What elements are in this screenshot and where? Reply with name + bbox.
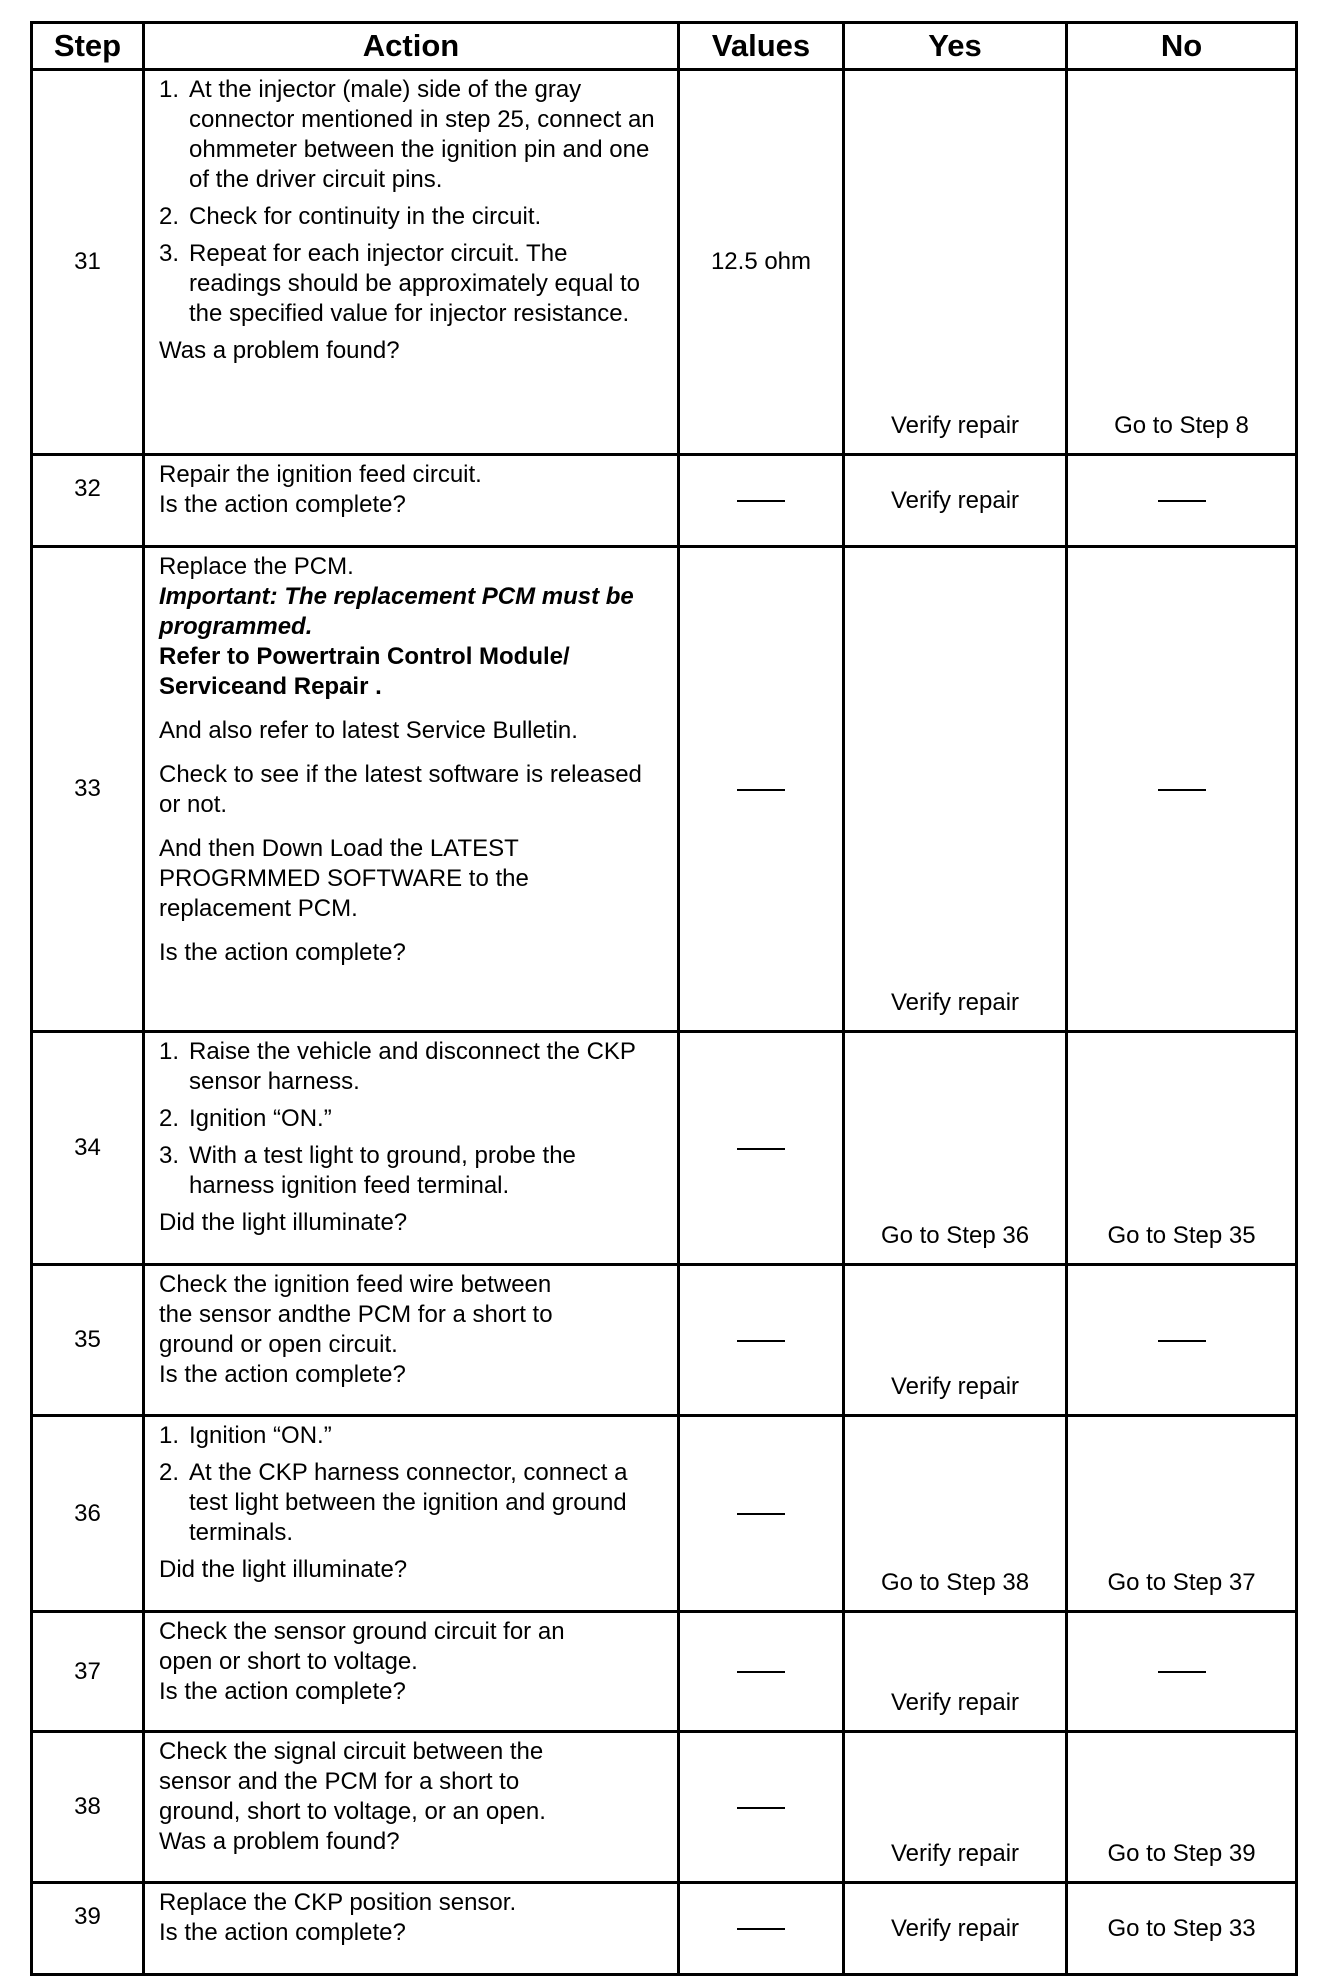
table-row-step-37 — [32, 1612, 1297, 1732]
action-line: ground or open circuit. — [159, 1331, 398, 1358]
dash-mark — [737, 1340, 785, 1342]
action-line: Is the action complete? — [159, 491, 406, 518]
yes-cell: Verify repair — [844, 1265, 1067, 1416]
dash-mark — [1158, 500, 1206, 502]
action-line: And then Down Load the LATEST PROGRMMED SOFTWARE to the replacement PCM. — [159, 835, 529, 922]
action-line: ground, short to voltage, or an open. — [159, 1798, 546, 1825]
dash-mark — [1158, 789, 1206, 791]
action-item: 3. Repeat for each injector circuit. The readings should be approximately equal to the specified value for injector resistance. — [159, 240, 640, 327]
header-step: Step — [32, 23, 144, 70]
action-line: Check the sensor ground circuit for an — [159, 1618, 565, 1645]
no-cell: Go to Step 39 — [1067, 1732, 1297, 1883]
action-line: the sensor andthe PCM for a short to — [159, 1301, 553, 1328]
no-cell — [1067, 455, 1297, 547]
table-row-step-35 — [32, 1265, 1297, 1416]
action-question: Did the light illuminate? — [159, 1209, 408, 1236]
yes-cell: Go to Step 36 — [844, 1032, 1067, 1265]
table-row-step-38 — [32, 1732, 1297, 1883]
action-cell — [144, 547, 679, 1032]
value-cell — [679, 1265, 844, 1416]
action-item: 1. Raise the vehicle and disconnect the CKP sensor harness. — [159, 1038, 636, 1095]
dash-mark — [737, 1148, 785, 1150]
yes-cell: Go to Step 38 — [844, 1416, 1067, 1612]
table-row-step-31 — [32, 70, 1297, 455]
important-note: Important: The replacement PCM must be programmed. — [159, 583, 634, 640]
action-line: Repair the ignition feed circuit. — [159, 461, 482, 488]
action-cell — [144, 1032, 679, 1265]
value-cell: 12.5 ohm — [679, 70, 844, 455]
header-values: Values — [679, 23, 844, 70]
no-cell: Go to Step 37 — [1067, 1416, 1297, 1612]
action-line: Check the signal circuit between the — [159, 1738, 544, 1765]
yes-cell: Verify repair — [844, 1883, 1067, 1975]
action-item: 2. Check for continuity in the circuit. — [159, 203, 542, 230]
no-cell: Go to Step 33 — [1067, 1883, 1297, 1975]
no-cell — [1067, 1612, 1297, 1732]
action-cell — [144, 455, 679, 547]
dash-mark — [737, 1513, 785, 1515]
step-number: 31 — [32, 70, 144, 455]
value-cell — [679, 1416, 844, 1612]
header-no: No — [1067, 23, 1297, 70]
action-line: open or short to voltage. — [159, 1648, 418, 1675]
step-number: 34 — [32, 1032, 144, 1265]
dash-mark — [1158, 1340, 1206, 1342]
action-question: Did the light illuminate? — [159, 1556, 408, 1583]
table-row-step-39 — [32, 1883, 1297, 1975]
action-line: Is the action complete? — [159, 1678, 406, 1705]
action-cell — [144, 1883, 679, 1975]
action-question: Is the action complete? — [159, 939, 406, 966]
dash-mark — [737, 1928, 785, 1930]
dash-mark — [737, 789, 785, 791]
action-cell — [144, 1612, 679, 1732]
action-line: Is the action complete? — [159, 1919, 406, 1946]
value-cell — [679, 455, 844, 547]
yes-cell: Verify repair — [844, 547, 1067, 1032]
value-cell — [679, 1612, 844, 1732]
action-item: 2. Ignition “ON.” — [159, 1105, 332, 1132]
no-cell — [1067, 547, 1297, 1032]
action-line: Replace the PCM. — [159, 553, 354, 580]
action-item: 1. Ignition “ON.” — [159, 1422, 332, 1449]
table-row-step-33 — [32, 547, 1297, 1032]
value-cell — [679, 1032, 844, 1265]
dash-mark — [737, 1671, 785, 1673]
action-line: sensor and the PCM for a short to — [159, 1768, 520, 1795]
action-cell — [144, 70, 679, 455]
value-cell — [679, 547, 844, 1032]
step-number: 33 — [32, 547, 144, 1032]
table-row-step-34 — [32, 1032, 1297, 1265]
table-row-step-32 — [32, 455, 1297, 547]
action-cell — [144, 1265, 679, 1416]
action-line: Check to see if the latest software is released or not. — [159, 761, 642, 818]
action-line: And also refer to latest Service Bulletin. — [159, 717, 578, 744]
action-question: Was a problem found? — [159, 337, 400, 364]
action-item: 1. At the injector (male) side of the gray connector mentioned in step 25, connect an ohmmeter between the ignition pin and one of the driver circuit pins. — [159, 76, 655, 193]
step-number: 39 — [32, 1883, 144, 1975]
header-action: Action — [144, 23, 679, 70]
step-number: 36 — [32, 1416, 144, 1612]
header-yes: Yes — [844, 23, 1067, 70]
dash-mark — [737, 1807, 785, 1809]
value-cell — [679, 1732, 844, 1883]
dash-mark — [737, 500, 785, 502]
action-cell — [144, 1416, 679, 1612]
action-item: 2. At the CKP harness connector, connect a test light between the ignition and ground terminals. — [159, 1459, 628, 1546]
yes-cell: Verify repair — [844, 1612, 1067, 1732]
yes-cell: Verify repair — [844, 1732, 1067, 1883]
step-number: 35 — [32, 1265, 144, 1416]
step-number: 38 — [32, 1732, 144, 1883]
action-cell — [144, 1732, 679, 1883]
yes-cell: Verify repair — [844, 70, 1067, 455]
action-line: Is the action complete? — [159, 1361, 406, 1388]
yes-cell: Verify repair — [844, 455, 1067, 547]
action-item: 3. With a test light to ground, probe the harness ignition feed terminal. — [159, 1142, 576, 1199]
action-line: Was a problem found? — [159, 1828, 400, 1855]
no-cell — [1067, 1265, 1297, 1416]
step-number: 37 — [32, 1612, 144, 1732]
diagnostic-table — [30, 21, 1298, 1976]
table-row-step-36 — [32, 1416, 1297, 1612]
no-cell: Go to Step 8 — [1067, 70, 1297, 455]
step-number: 32 — [32, 455, 144, 547]
dash-mark — [1158, 1671, 1206, 1673]
no-cell: Go to Step 35 — [1067, 1032, 1297, 1265]
refer-line: Refer to Powertrain Control Module/ Serviceand Repair . — [159, 643, 570, 700]
value-cell — [679, 1883, 844, 1975]
action-line: Check the ignition feed wire between — [159, 1271, 552, 1298]
action-line: Replace the CKP position sensor. — [159, 1889, 517, 1916]
header-row — [32, 23, 1297, 70]
